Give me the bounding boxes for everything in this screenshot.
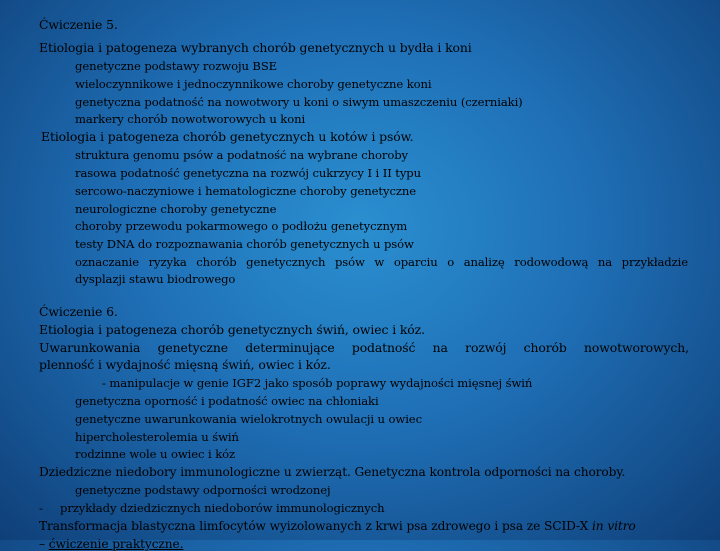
list-item: rasowa podatność genetyczna na rozwój cukrzycy I i II typu [75,166,421,180]
list-item: genetyczne podstawy odporności wrodzonej [75,483,331,497]
list-item: hipercholesterolemia u świń [75,430,239,444]
practical-line [39,537,183,551]
list-item: wieloczynnikowe i jednoczynnikowe choroby genetyczne koni [75,77,432,91]
list-item: przykłady dziedzicznych niedoborów immunologicznych [60,501,385,515]
section1-heading-a: Etiologia i patogeneza wybranych chorób genetycznych u bydła i koni [39,40,472,55]
list-item: sercowo-naczyniowe i hematologiczne choroby genetyczne [75,184,416,198]
list-item: genetyczna podatność na nowotwory u koni o siwym umaszczeniu (czerniaki) [75,95,523,109]
list-item: testy DNA do rozpoznawania chorób genetycznych u psów [75,237,414,251]
transform-text: Transformacja blastyczna limfocytów wyizolowanych z krwi psa zdrowego i psa ze SCID-X [39,519,592,533]
dash-list-item: - manipulacje w genie IGF2 jako sposób poprawy wydajności mięsnej świń [102,376,533,390]
list-item: struktura genomu psów a podatność na wybrane choroby [75,148,408,162]
section2-paragraph-continuation: plenność i wydajność mięsną świń, owiec i kóz. [39,357,331,372]
list-item: genetyczna oporność i podatność owiec na chłoniaki [75,394,379,408]
practical-link[interactable]: ćwiczenie praktyczne. [48,537,184,551]
section2-title: Ćwiczenie 6. [39,304,118,319]
section2-paragraph: Uwarunkowania genetyczne determinujące podatność na rozwój chorób nowotworowych, [39,340,689,355]
section1-heading-b: Etiologia i patogeneza chorób genetycznych u kotów i psów. [41,129,414,144]
section2-heading-b: Dziedziczne niedobory immunologiczne u zwierząt. Genetyczna kontrola odporności na choroby. [39,465,626,479]
transform-line [39,519,636,533]
list-item-continuation: dysplazji stawu biodrowego [75,272,236,286]
practical-prefix: – [39,537,49,551]
list-item: neurologiczne choroby genetyczne [75,202,277,216]
list-item: oznaczanie ryzyka chorób genetycznych psów w oparciu o analizę rodowodową na przykładzie [75,255,688,269]
list-item: rodzinne wole u owiec i kóz [75,447,236,461]
section2-heading-a: Etiologia i patogeneza chorób genetycznych świń, owiec i kóz. [39,322,425,337]
list-item: genetyczne podstawy rozwoju BSE [75,59,278,73]
dash-marker: - [39,501,43,515]
list-item: markery chorób nowotworowych u koni [75,112,306,126]
list-item: choroby przewodu pokarmowego o podłożu genetycznym [75,219,408,233]
list-item: genetyczne uwarunkowania wielokrotnych owulacji u owiec [75,412,422,426]
transform-italic: in vitro [592,519,636,533]
section1-title: Ćwiczenie 5. [39,17,118,32]
